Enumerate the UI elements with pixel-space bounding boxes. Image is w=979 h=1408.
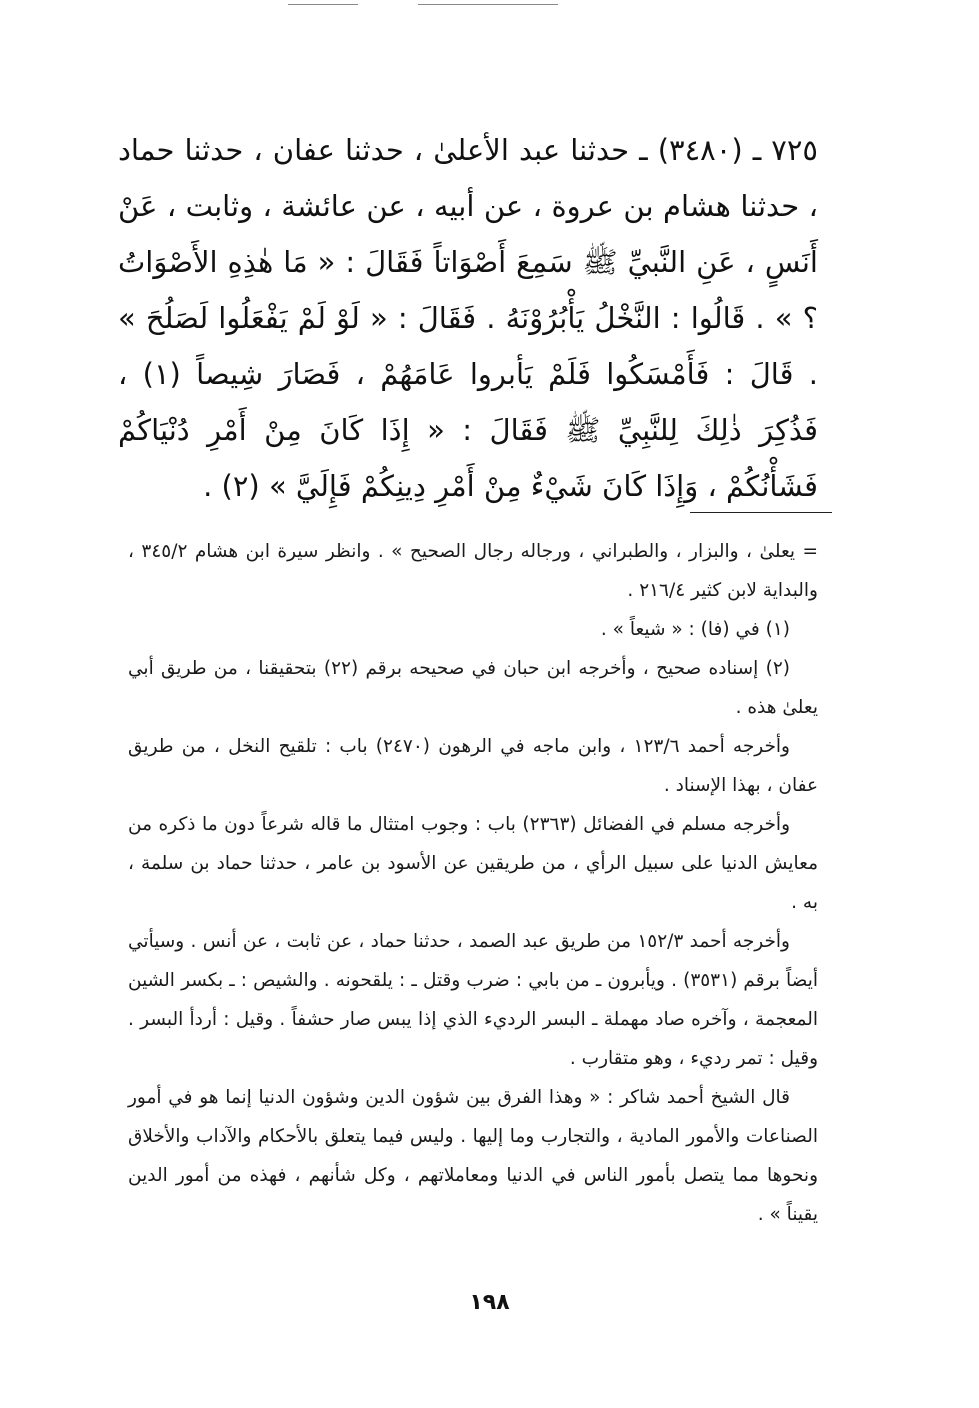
footnote-2-shakir: قال الشيخ أحمد شاكر : « وهذا الفرق بين شؤون الدين وشؤون الدنيا إنما هو في أمور الصناعات والأمور المادية ، والتجارب وما إليها . وليس فيما يتعلق بالأحكام والآداب والأخلاق ونحوها مما يتصل بأمور الناس في الدنيا ومعاملاتهم ، وكل شأنهم ، فهذه من أمور الدين يقيناً » . bbox=[128, 1087, 818, 1225]
footnote-1: (١) في (فا) : « شيعاً » . bbox=[600, 619, 790, 640]
footnotes bbox=[128, 532, 818, 1234]
footnote-2-muslim: وأخرجه مسلم في الفضائل (٢٣٦٣) باب : وجوب امتثال ما قاله شرعاً دون ما ذكره من معايش الدنيا على سبيل الرأي ، من طريقين عن الأسود بن عامر ، حدثنا حماد بن سلمة ، به . bbox=[128, 814, 818, 913]
hadith-text bbox=[118, 122, 818, 514]
footnote-2: (٢) إسناده صحيح ، وأخرجه ابن حبان في صحيحه برقم (٢٢) بتحقيقنا ، من طريق أبي يعلىٰ هذه . bbox=[128, 658, 818, 718]
top-rule-left bbox=[288, 4, 358, 5]
hadith-paragraph: ٧٢٥ ـ (٣٤٨٠) ـ حدثنا عبد الأعلىٰ ، حدثنا عفان ، حدثنا حماد ، حدثنا هشام بن عروة ، عن أبيه ، عن عائشة ، وثابت ، عَنْ أَنَسٍ ، عَنِ النَّبيِّ ﷺ سَمِعَ أَصْوَاتاً فَقَالَ : « مَا هٰذِهِ الأَصْوَاتُ ؟ » . قَالُوا : النَّخْلُ يَأْبُرُوْنَهُ . فَقَالَ : « لَوْ لَمْ يَفْعَلُوا لَصَلُحَ » . قَالَ : فَأَمْسَكُوا فَلَمْ يَأبروا عَامَهُمْ ، فَصَارَ شِيصاً (١) ، فَذُكِرَ ذٰلِكَ لِلنَّبِيِّ ﷺ فَقَالَ : « إِذَا كَانَ مِنْ أَمْرِ دُنْيَاكُمْ فَشَأْنُكُمْ ، وَإِذَا كَانَ شَيْءٌ مِنْ أَمْرِ دِينِكُمْ فَإِلَيَّ » (٢) . bbox=[118, 133, 819, 503]
footnote-2-ahmad-2: وأخرجه أحمد ١٥٢/٣ من طريق عبد الصمد ، حدثنا حماد ، عن ثابت ، عن أنس . وسيأتي أيضاً برقم (٣٥٣١) . ويأبرون ـ من بابي : ضرب وقتل ـ : يلقحونه . والشيص : ـ بكسر الشين المعجمة ، وآخره صاد مهملة ـ البسر الرديء الذي إذا يبس صار حشفاً . وقيل : أردأ البسر . وقيل : تمر رديء ، وهو متقارب . bbox=[128, 931, 819, 1069]
footnote-separator bbox=[690, 512, 832, 513]
footnote-2-ahmad: وأخرجه أحمد ١٢٣/٦ ، وابن ماجه في الرهون (٢٤٧٠) باب : تلقيح النخل ، من طريق عفان ، بهذا الإسناد . bbox=[128, 736, 818, 796]
top-rule-right bbox=[418, 4, 558, 5]
footnote-continuation: = يعلىٰ ، والبزار ، والطبراني ، ورجاله رجال الصحيح » . وانظر سيرة ابن هشام ٣٤٥/٢ ، والبداية لابن كثير ٢١٦/٤ . bbox=[128, 541, 818, 601]
page-number: ١٩٨ bbox=[469, 1290, 510, 1315]
